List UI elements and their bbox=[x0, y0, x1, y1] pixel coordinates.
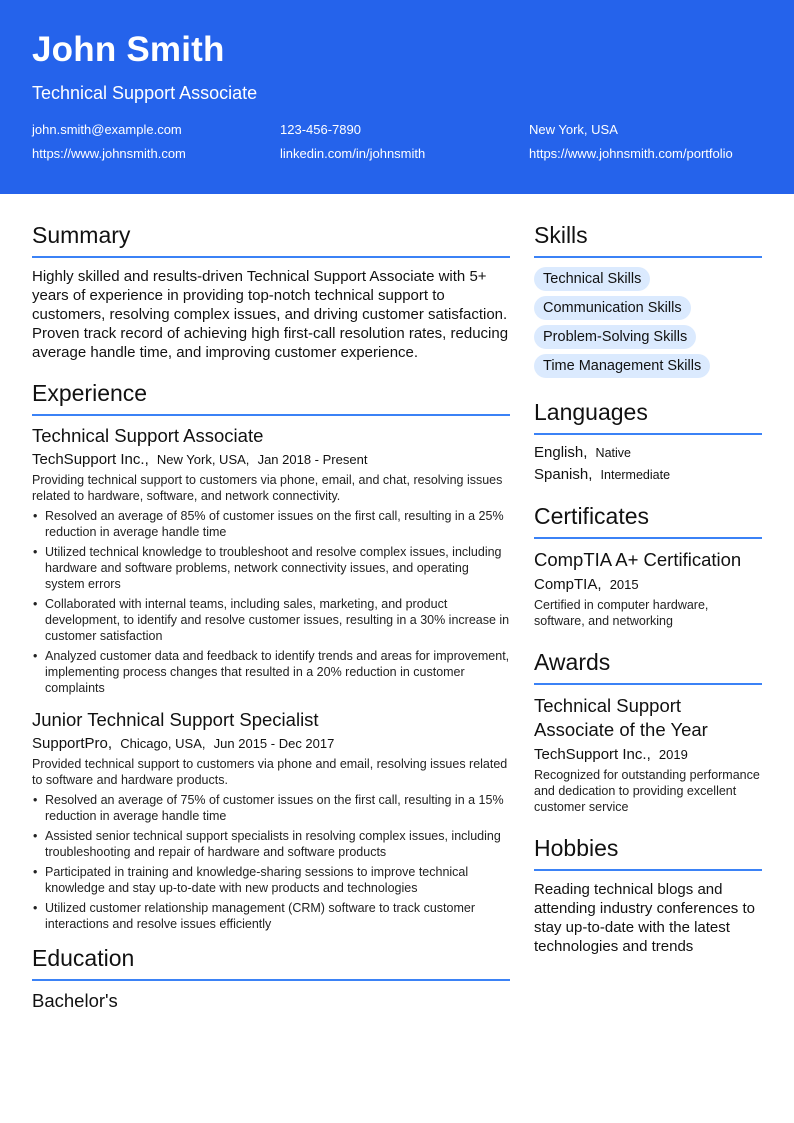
job-bullet: • Utilized technical knowledge to troubleshoot and resolve complex issues, including hardware and software problems, network connectivity issues, and operating system errors bbox=[32, 544, 510, 592]
skill-chip: Technical Skills bbox=[534, 267, 650, 291]
skills-heading: Skills bbox=[534, 222, 762, 258]
education-heading: Education bbox=[32, 945, 510, 981]
job-bullets bbox=[32, 508, 510, 696]
contact-location: New York, USA bbox=[529, 122, 618, 137]
language-name: Spanish, bbox=[534, 466, 593, 483]
job-meta bbox=[32, 451, 510, 468]
job-company: SupportPro, bbox=[32, 735, 113, 752]
job-title: Technical Support Associate bbox=[32, 425, 264, 446]
job-title: Junior Technical Support Specialist bbox=[32, 709, 319, 730]
certificate-meta bbox=[534, 576, 762, 593]
job-meta bbox=[32, 735, 510, 752]
skill-chip: Communication Skills bbox=[534, 296, 691, 320]
job-entry bbox=[32, 709, 510, 932]
contact-linkedin[interactable]: linkedin.com/in/johnsmith bbox=[280, 146, 426, 161]
languages-heading: Languages bbox=[534, 399, 762, 435]
language-level: Intermediate bbox=[600, 468, 671, 482]
skill-chip: Problem-Solving Skills bbox=[534, 325, 696, 349]
award-issuer: TechSupport Inc., bbox=[534, 746, 651, 763]
award-description: Recognized for outstanding performance and dedication to providing excellent customer service bbox=[534, 768, 760, 814]
hobbies-heading: Hobbies bbox=[534, 835, 762, 871]
certificate-name: CompTIA A+ Certification bbox=[534, 549, 742, 570]
contact-email[interactable]: john.smith@example.com bbox=[32, 122, 182, 137]
side-column bbox=[534, 222, 762, 956]
language-name: English, bbox=[534, 444, 588, 461]
job-description: Providing technical support to customers via phone, email, and chat, resolving issues related to hardware, software, and network connectivity. bbox=[32, 473, 503, 503]
skill-chip: Time Management Skills bbox=[534, 354, 710, 378]
language-level: Native bbox=[595, 446, 631, 460]
summary-heading: Summary bbox=[32, 222, 510, 258]
award-year: 2019 bbox=[658, 747, 688, 762]
languages-list bbox=[534, 444, 762, 483]
resume-header bbox=[0, 0, 794, 194]
language-item bbox=[534, 466, 762, 483]
experience-heading: Experience bbox=[32, 380, 510, 416]
job-bullet: • Analyzed customer data and feedback to identify trends and areas for improvement, implementing process changes that resulted in a 20% reduction in customer complaints bbox=[32, 648, 510, 696]
job-location: Chicago, USA, bbox=[120, 736, 206, 751]
certificate-description: Certified in computer hardware, software, and networking bbox=[534, 598, 709, 628]
job-bullet: • Resolved an average of 75% of customer issues on the first call, resulting in a 15% reduction in average handle time bbox=[32, 792, 510, 824]
job-description: Provided technical support to customers via phone and email, resolving issues related to software and hardware products. bbox=[32, 757, 508, 787]
job-bullet: • Collaborated with internal teams, including sales, marketing, and product development, to identify and resolve customer issues, resulting in a 30% increase in customer satisfaction bbox=[32, 596, 510, 644]
education-degree: Bachelor's bbox=[32, 990, 118, 1011]
candidate-role: Technical Support Associate bbox=[32, 83, 258, 103]
certificates-heading: Certificates bbox=[534, 503, 762, 539]
awards-heading: Awards bbox=[534, 649, 762, 685]
hobbies-text: Reading technical blogs and attending industry conferences to stay up-to-date with the latest technologies and trends bbox=[534, 881, 755, 955]
job-dates: Jan 2018 - Present bbox=[257, 452, 368, 467]
language-item bbox=[534, 444, 762, 461]
skills-list bbox=[534, 267, 762, 383]
job-bullet: • Participated in training and knowledge-sharing sessions to improve technical knowledge and stay up-to-date with new products and technologies bbox=[32, 864, 510, 896]
job-bullet: • Utilized customer relationship management (CRM) software to track customer interactions and resolve issues efficiently bbox=[32, 900, 510, 932]
award-meta bbox=[534, 746, 762, 763]
certificate-issuer: CompTIA, bbox=[534, 576, 602, 593]
award-name: Technical Support Associate of the Year bbox=[534, 695, 708, 740]
job-company: TechSupport Inc., bbox=[32, 451, 149, 468]
summary-text: Highly skilled and results-driven Technical Support Associate with 5+ years of experience in providing top-notch technical support to customers, resolving complex issues, and driving customer satisfaction. Proven track record of achieving high first-call resolution rates, reducing average handle time, and improving customer experience. bbox=[32, 268, 509, 361]
main-column bbox=[32, 222, 510, 1012]
job-entry bbox=[32, 425, 510, 696]
contact-phone: 123-456-7890 bbox=[280, 122, 361, 137]
contact-portfolio[interactable]: https://www.johnsmith.com/portfolio bbox=[529, 146, 733, 161]
job-location: New York, USA, bbox=[156, 452, 250, 467]
candidate-name: John Smith bbox=[32, 30, 225, 69]
job-bullet: • Assisted senior technical support specialists in resolving complex issues, including troubleshooting and repair of hardware and software products bbox=[32, 828, 510, 860]
job-bullet: • Resolved an average of 85% of customer issues on the first call, resulting in a 25% reduction in average handle time bbox=[32, 508, 510, 540]
job-dates: Jun 2015 - Dec 2017 bbox=[213, 736, 335, 751]
contact-website[interactable]: https://www.johnsmith.com bbox=[32, 146, 186, 161]
job-bullets bbox=[32, 792, 510, 932]
certificate-year: 2015 bbox=[609, 577, 639, 592]
